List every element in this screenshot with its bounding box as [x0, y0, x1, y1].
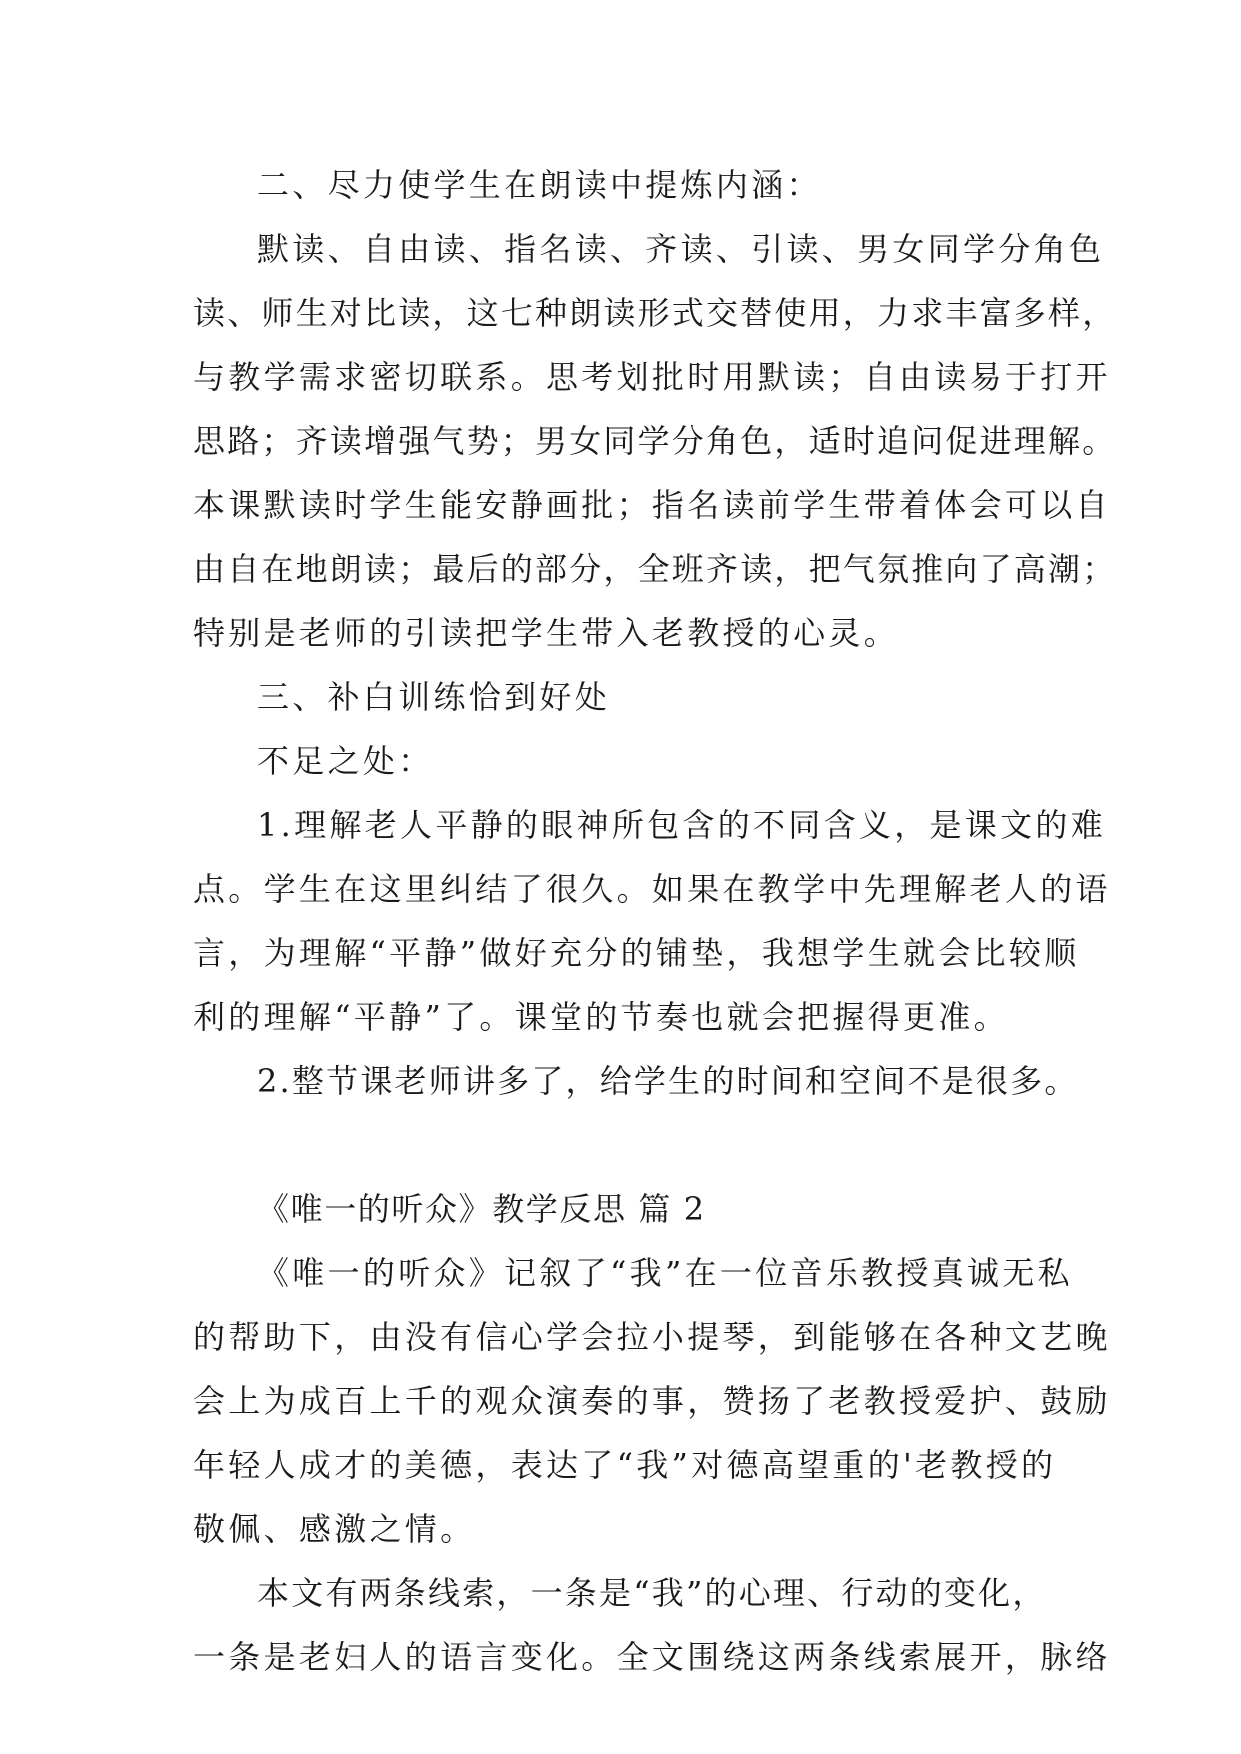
paragraph-line: 思路；齐读增强气势；男女同学分角色，适时追问促进理解。: [193, 422, 1117, 460]
paragraph-line: 年轻人成才的美德，表达了“我”对德高望重的'老教授的: [193, 1446, 1057, 1484]
paragraph-line: 与教学需求密切联系。思考划批时用默读；自由读易于打开: [193, 358, 1111, 396]
article-title: 《唯一的听众》教学反思 篇 2: [257, 1190, 706, 1228]
section-three-heading: 三、补白训练恰到好处: [257, 678, 611, 716]
paragraph-line: 默读、自由读、指名读、齐读、引读、男女同学分角色: [257, 230, 1105, 268]
paragraph-line: 由自在地朗读；最后的部分，全班齐读，把气氛推向了高潮；: [193, 550, 1117, 588]
paragraph-line: 的帮助下，由没有信心学会拉小提琴，到能够在各种文艺晚: [193, 1318, 1111, 1356]
paragraph-line: 本课默读时学生能安静画批；指名读前学生带着体会可以自: [193, 486, 1111, 524]
paragraph-line: 特别是老师的引读把学生带入老教授的心灵。: [193, 614, 900, 652]
section-two-heading: 二、尽力使学生在朗读中提炼内涵：: [257, 166, 822, 204]
paragraph-line: 一条是老妇人的语言变化。全文围绕这两条线索展开，脉络: [193, 1638, 1111, 1676]
paragraph-line: 会上为成百上千的观众演奏的事，赞扬了老教授爱护、鼓励: [193, 1382, 1111, 1420]
paragraph-line: 本文有两条线索，一条是“我”的心理、行动的变化，: [257, 1574, 1047, 1612]
shortcoming-item-1-line: 利的理解“平静”了。课堂的节奏也就会把握得更准。: [193, 998, 1009, 1036]
paragraph-line: 敬佩、感激之情。: [193, 1510, 476, 1548]
paragraph-line: 读、师生对比读，这七种朗读形式交替使用，力求丰富多样，: [193, 294, 1117, 332]
paragraph-line: 《唯一的听众》记叙了“我”在一位音乐教授真诚无私: [257, 1254, 1073, 1292]
shortcoming-item-2: 2.整节课老师讲多了，给学生的时间和空间不是很多。: [257, 1062, 1079, 1100]
shortcoming-item-1-line: 点。学生在这里纠结了很久。如果在教学中先理解老人的语: [193, 870, 1111, 908]
shortcoming-item-1-line: 1.理解老人平静的眼神所包含的不同含义，是课文的难: [257, 806, 1107, 844]
shortcomings-heading: 不足之处：: [257, 742, 434, 780]
shortcoming-item-1-line: 言，为理解“平静”做好充分的铺垫，我想学生就会比较顺: [193, 934, 1080, 972]
